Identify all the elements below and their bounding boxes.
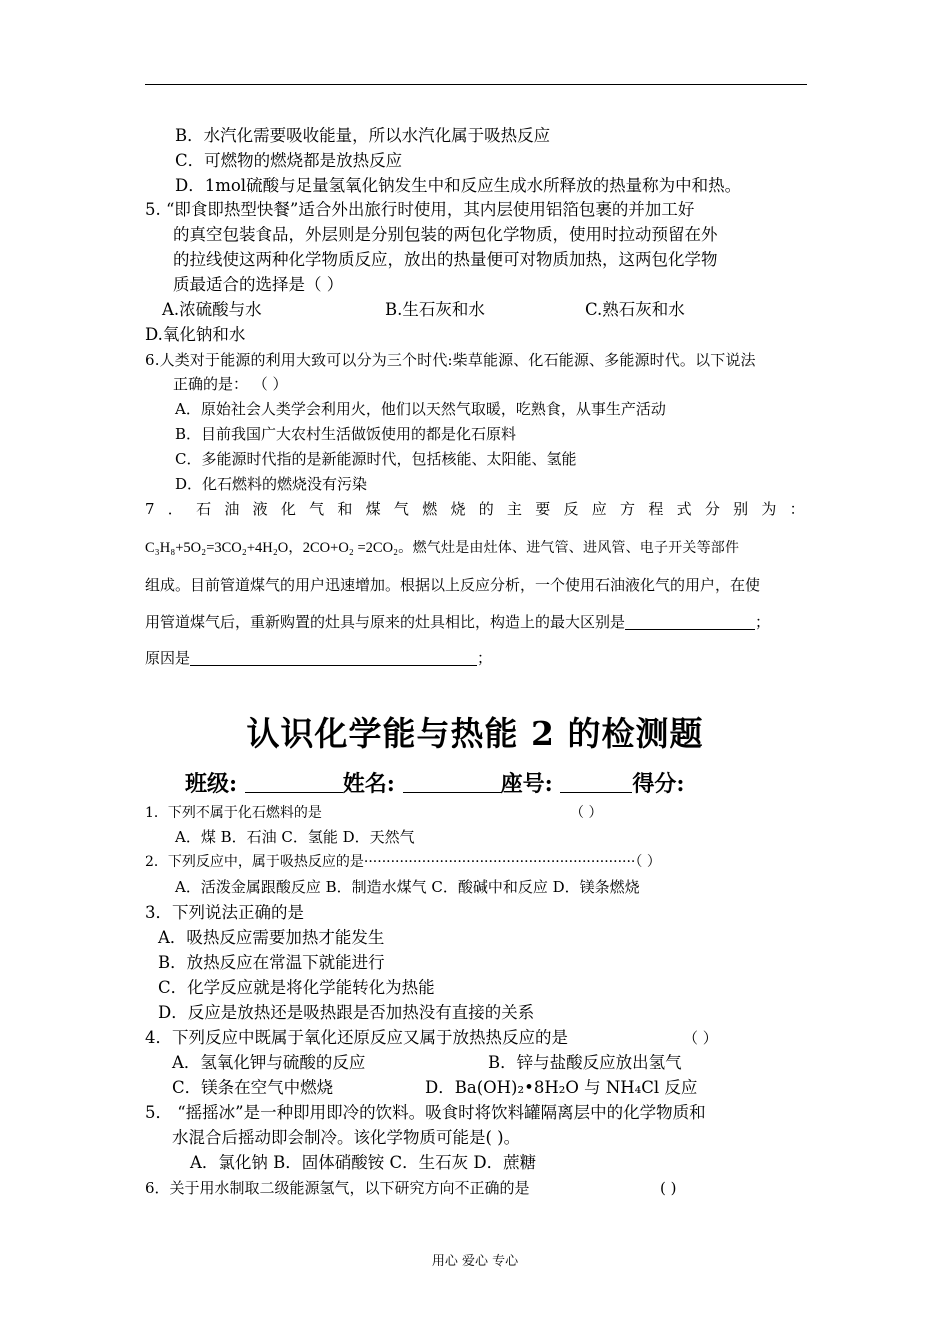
q7-char: 的 xyxy=(478,500,494,518)
q7-char: 7 xyxy=(145,500,155,518)
p2-q5-line-2: 水混合后摇动即会制冷。该化学物质可能是( )。 xyxy=(172,1128,521,1147)
q7-char: 别 xyxy=(733,500,749,518)
q7-char: 为 xyxy=(761,500,777,518)
p2-q5-line-1: 5． “摇摇冰”是一种即用即冷的饮料。吸食时将饮料罐隔离层中的化学物质和 xyxy=(145,1103,706,1122)
p2-q4-option-a: A．氢氧化钾与硫酸的反应 xyxy=(172,1053,366,1072)
q7-char: 液 xyxy=(252,500,268,518)
q4-option-d: D．1mol硫酸与足量氢氧化钠发生中和反应生成水所释放的热量称为中和热。 xyxy=(175,176,742,195)
q7-char: 烧 xyxy=(450,500,466,518)
q5-option-d: D.氧化钠和水 xyxy=(145,325,246,344)
q7-char: ： xyxy=(789,500,805,518)
p2-q6-paren: ( ) xyxy=(660,1179,677,1197)
q7-char: 煤 xyxy=(365,500,381,518)
q7-char: 反 xyxy=(563,500,579,518)
q7-line-5 xyxy=(145,650,492,666)
p2-q4-option-b: B．锌与盐酸反应放出氢气 xyxy=(488,1053,682,1072)
header-rule xyxy=(145,84,807,85)
q7-char: 应 xyxy=(591,500,607,518)
name-label: 姓名: xyxy=(342,771,395,797)
q4-option-c: C．可燃物的燃烧都是放热反应 xyxy=(175,151,403,170)
class-field[interactable] xyxy=(245,770,343,793)
score-label: 得分: xyxy=(632,771,685,797)
p2-q5-options: A．氯化钠 B．固体硝酸铵 C．生石灰 D．蔗糖 xyxy=(190,1153,537,1172)
q7-question-text: 用管道煤气后，重新购置的灶具与原来的灶具相比，构造上的最大区别是 xyxy=(145,613,626,631)
p2-q3-option-a: A．吸热反应需要加热才能发生 xyxy=(158,928,385,947)
q7-char: 式 xyxy=(676,500,692,518)
class-label: 班级: xyxy=(185,771,238,797)
q7-stove-desc: 燃气灶是由灶体、进气管、进风管、电子开关等部件 xyxy=(412,540,740,556)
q6-line-2: 正确的是： （ ） xyxy=(173,375,288,393)
q6-line-1: 6.人类对于能源的利用大致可以分为三个时代:柴草能源、化石能源、多能源时代。以下说法 xyxy=(145,351,756,369)
q7-equations: C₃H₈+5O₂=3CO₂+4H₂O，2CO+O₂ =2CO₂。 xyxy=(145,540,413,556)
q7-char: 要 xyxy=(535,500,551,518)
p2-q3-option-b: B．放热反应在常温下就能进行 xyxy=(158,953,385,972)
q5-line-3: 的拉线使这两种化学物质反应，放出的热量便可对物质加热，这两包化学物 xyxy=(173,250,718,269)
p2-q6: 6．关于用水制取二级能源氢气，以下研究方向不正确的是 xyxy=(145,1179,530,1197)
q7-char: 油 xyxy=(224,500,240,518)
answer-blank-reason[interactable] xyxy=(190,650,477,666)
q7-char: 程 xyxy=(648,500,664,518)
q7-char: 方 xyxy=(620,500,636,518)
q6-option-c: C．多能源时代指的是新能源时代，包括核能、太阳能、氢能 xyxy=(175,450,577,468)
answer-blank-difference[interactable] xyxy=(625,614,755,630)
q6-option-a: A．原始社会人类学会利用火，他们以天然气取暖，吃熟食，从事生产活动 xyxy=(175,400,666,418)
q5-option-c: C.熟石灰和水 xyxy=(585,300,685,319)
q7-char: 气 xyxy=(393,500,409,518)
q5-line-1: 5. “即食即热型快餐”适合外出旅行时使用，其内层使用铝箔包裹的并加工好 xyxy=(145,200,695,219)
p2-q4-option-d: D．Ba(OH)₂•8H₂O 与 NH₄Cl 反应 xyxy=(425,1078,698,1097)
q6-option-b: B．目前我国广大农村生活做饭使用的都是化石原料 xyxy=(175,425,517,443)
q7-line-3: 组成。目前管道煤气的用户迅速增加。根据以上反应分析，一个使用石油液化气的用户，在使 xyxy=(145,576,761,594)
page-footer: 用心 爱心 专心 xyxy=(431,1254,519,1269)
q4-option-b: B．水汽化需要吸收能量，所以水汽化属于吸热反应 xyxy=(175,126,551,145)
p2-q1: 1．下列不属于化石燃料的是 xyxy=(145,805,322,821)
p2-q3: 3．下列说法正确的是 xyxy=(145,903,304,922)
q7-line-1 xyxy=(145,502,805,517)
p2-q4-paren: （ ） xyxy=(683,1029,718,1047)
p2-q3-option-d: D．反应是放热还是吸热跟是否加热没有直接的关系 xyxy=(158,1003,535,1022)
seat-field[interactable] xyxy=(560,770,632,793)
name-field[interactable] xyxy=(403,770,501,793)
p2-q2: 2．下列反应中，属于吸热反应的是·····························································（ ） xyxy=(145,854,661,870)
q7-line-4 xyxy=(145,614,770,630)
p2-q3-option-c: C．化学反应就是将化学能转化为热能 xyxy=(158,978,435,997)
q7-char: 分 xyxy=(704,500,720,518)
p2-q1-options: A．煤 B．石油 C．氢能 D．天然气 xyxy=(175,828,415,846)
q7-char: 燃 xyxy=(422,500,438,518)
seat-label: 座号: xyxy=(500,771,553,797)
q7-char: 和 xyxy=(337,500,353,518)
q7-char: 化 xyxy=(280,500,296,518)
q7-char: 石 xyxy=(196,500,212,518)
p2-q4-option-c: C．镁条在空气中燃烧 xyxy=(172,1078,334,1097)
p2-q1-paren: （ ） xyxy=(570,805,603,821)
q5-option-a: A.浓硫酸与水 xyxy=(162,300,262,319)
q7-line-2 xyxy=(145,541,739,556)
q7-semicolon: ； xyxy=(755,613,771,631)
q7-char: 主 xyxy=(506,500,522,518)
p2-q2-options: A．活泼金属跟酸反应 B．制造水煤气 C．酸碱中和反应 D．镁条燃烧 xyxy=(175,878,640,896)
q6-option-d: D．化石燃料的燃烧没有污染 xyxy=(175,475,368,493)
student-info-line xyxy=(185,767,685,798)
q7-char: ． xyxy=(167,500,183,518)
p2-q4: 4．下列反应中既属于氧化还原反应又属于放热热反应的是 xyxy=(145,1028,568,1047)
q5-line-2: 的真空包装食品，外层则是分别包装的两包化学物质，使用时拉动预留在外 xyxy=(173,225,718,244)
q5-line-4: 质最适合的选择是（ ） xyxy=(173,275,344,294)
q5-option-b: B.生石灰和水 xyxy=(385,300,485,319)
page-title: 认识化学能与热能 2 的检测题 xyxy=(246,714,704,753)
q7-reason-label: 原因是 xyxy=(145,649,191,667)
q7-semicolon: ； xyxy=(477,649,493,667)
q7-char: 气 xyxy=(309,500,325,518)
